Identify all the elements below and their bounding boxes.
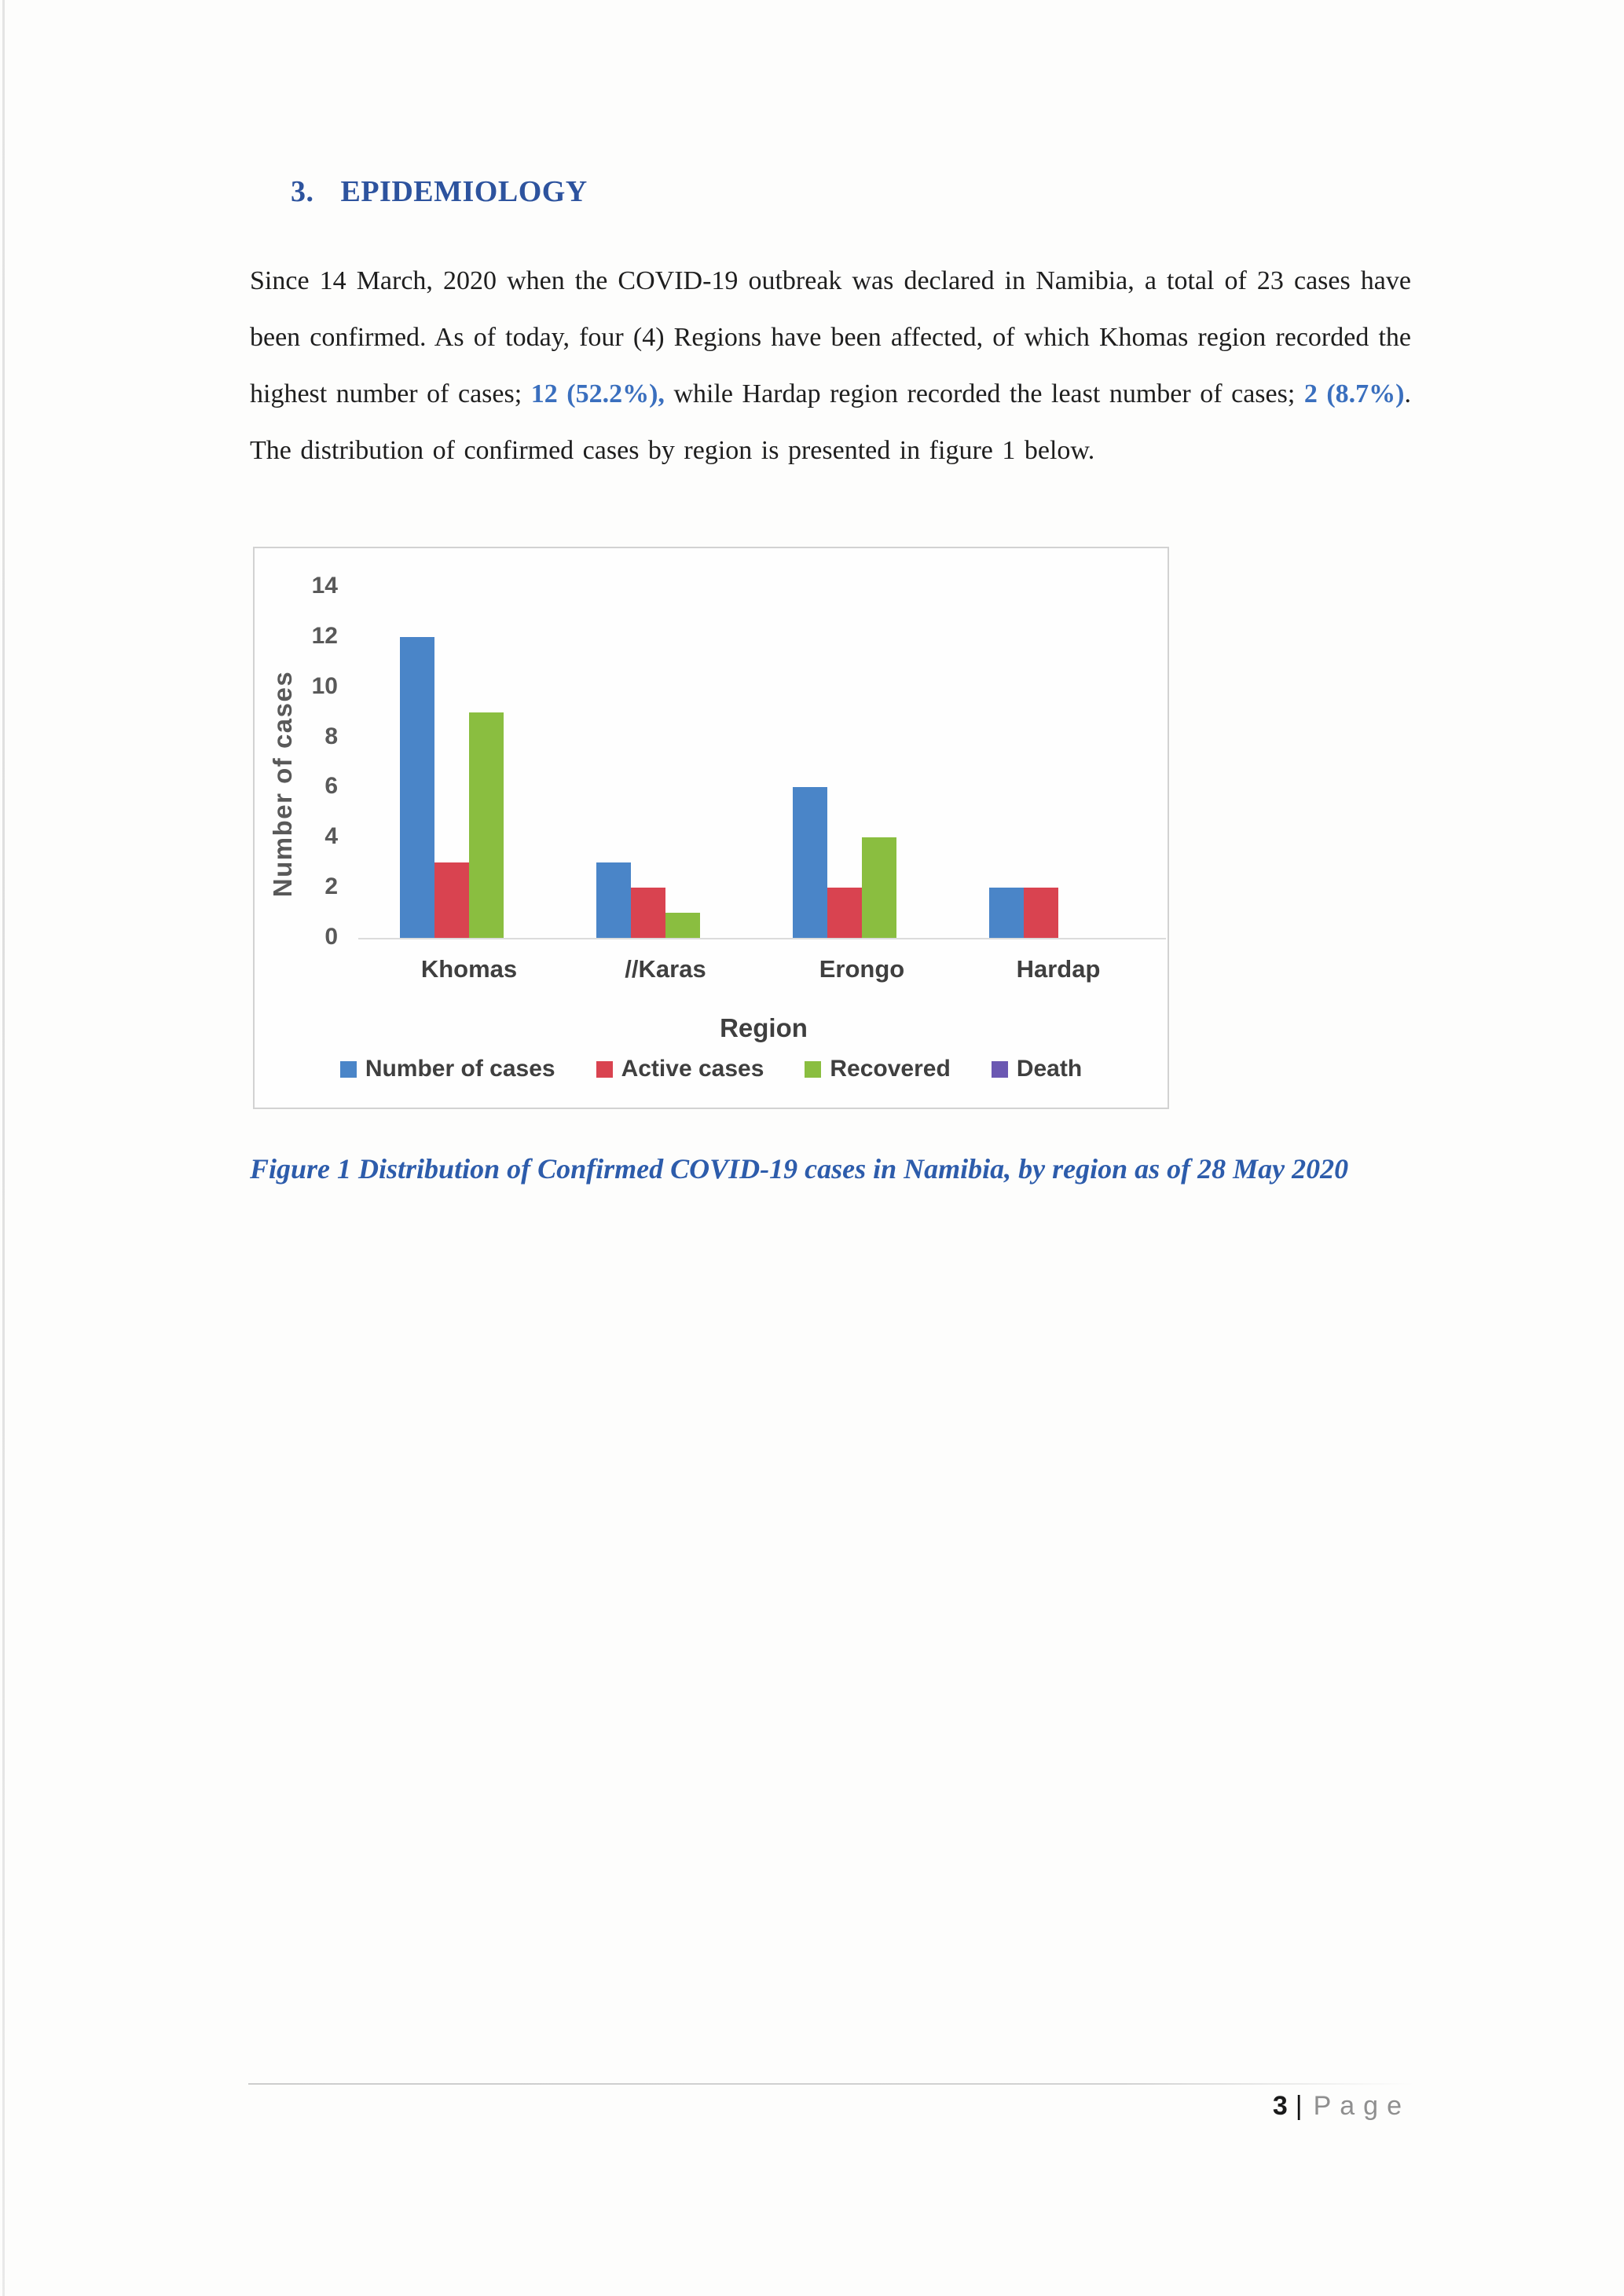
- y-tick-2: 2: [324, 873, 338, 900]
- section-heading: [291, 174, 588, 209]
- x-label-karas: //Karas: [625, 955, 706, 983]
- y-axis-title: Number of cases: [268, 670, 297, 898]
- figure-caption: Figure 1 Distribution of Confirmed COVID-19 cases in Namibia, by region as of 28 May 2020: [250, 1153, 1349, 1185]
- paragraph-run-3: while Hardap region recorded the least number of cases;: [664, 379, 1304, 408]
- x-label-khomas: Khomas: [420, 955, 518, 983]
- y-tick-10: 10: [311, 672, 338, 699]
- section-number: 3.: [291, 175, 314, 208]
- figure-1-bar-chart: [253, 547, 1169, 1109]
- stat-hardap: 2 (8.7%): [1303, 379, 1405, 408]
- page-footer: [250, 2091, 1410, 2122]
- y-tick-8: 8: [324, 723, 338, 749]
- x-label-hardap: Hardap: [1016, 955, 1101, 983]
- x-label-erongo: Erongo: [819, 955, 905, 983]
- legend-label-number-of-cases: Number of cases: [365, 1056, 555, 1082]
- chart-legend: [255, 1056, 1168, 1082]
- legend-item-active-cases: [596, 1056, 764, 1082]
- legend-item-number-of-cases: [340, 1056, 555, 1082]
- legend-item-death: [992, 1056, 1082, 1082]
- section-title: EPIDEMIOLOGY: [340, 175, 588, 208]
- body-paragraph: [250, 253, 1411, 479]
- page-number: 3: [1272, 2091, 1288, 2121]
- scan-edge-artifact: [2, 0, 5, 2296]
- legend-label-death: Death: [1016, 1056, 1083, 1082]
- footer-divider: [248, 2083, 1414, 2085]
- y-tick-6: 6: [324, 773, 338, 800]
- legend-swatch-active-cases: [596, 1061, 613, 1078]
- legend-swatch-recovered: [805, 1061, 821, 1078]
- y-tick-14: 14: [311, 573, 338, 599]
- paragraph-run-1: Since 14 March, 2020 when the COVID-19 outbreak was declared in Namibia, a total of 23 cases have been confirmed. As of today, four (4) Regions have been affected, of which Khomas region recorded the highest number of cases;: [250, 266, 1411, 408]
- y-tick-12: 12: [311, 622, 338, 649]
- paragraph-run-5: . The distribution of confirmed cases by region is presented in figure 1 below.: [250, 379, 1412, 465]
- legend-label-active-cases: Active cases: [621, 1056, 764, 1082]
- stat-khomas: 12 (52.2%),: [530, 379, 665, 408]
- legend-label-recovered: Recovered: [830, 1056, 951, 1082]
- footer-page-word: Page: [1313, 2091, 1410, 2121]
- footer-separator: |: [1295, 2091, 1303, 2121]
- legend-swatch-death: [992, 1061, 1008, 1078]
- y-tick-0: 0: [324, 924, 338, 950]
- legend-swatch-number-of-cases: [340, 1061, 357, 1078]
- y-tick-4: 4: [324, 823, 338, 850]
- legend-item-recovered: [805, 1056, 950, 1082]
- x-axis-title: Region: [720, 1013, 808, 1042]
